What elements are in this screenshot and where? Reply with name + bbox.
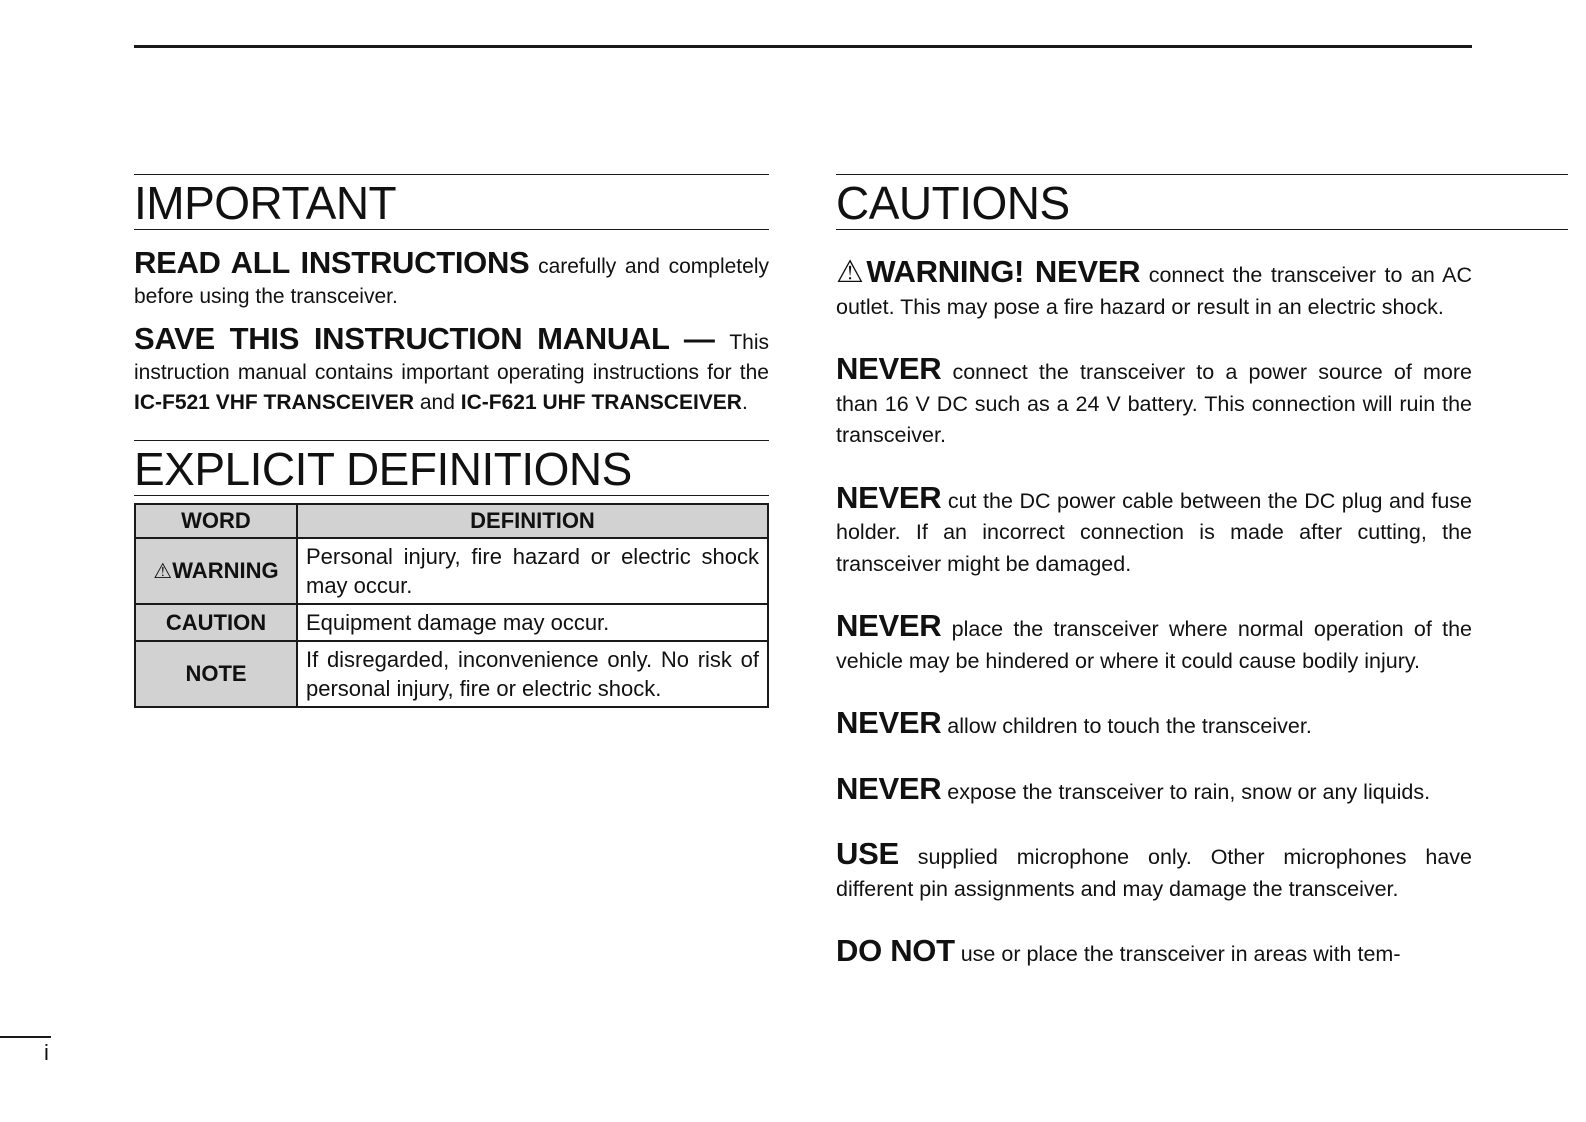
- caution-item: [836, 610, 1472, 677]
- save-lead: SAVE THIS INSTRUCTION MANUAL: [134, 321, 670, 356]
- model-uhf: IC-F621 UHF TRANSCEIVER: [460, 391, 742, 414]
- caution-lead: WARNING! NEVER: [866, 254, 1141, 289]
- page-number-rule: [0, 1036, 51, 1038]
- column-header-definition: DEFINITION: [297, 504, 768, 538]
- caution-item: [836, 770, 1472, 809]
- caution-text: allow children to touch the transceiver.: [941, 714, 1312, 738]
- caution-text: place the transceiver where normal operation of the vehicle may be hindered or where it could cause bodily injury.: [836, 617, 1472, 673]
- table-row: [135, 538, 768, 604]
- column-header-word: WORD: [135, 504, 297, 538]
- definition-cell: Equipment damage may occur.: [297, 604, 768, 641]
- read-instructions-paragraph: [134, 245, 769, 312]
- caution-lead: NEVER: [836, 770, 942, 806]
- word-cell-warning: [135, 538, 297, 604]
- caution-lead: USE: [836, 836, 899, 871]
- page-number: i: [44, 1040, 49, 1065]
- top-rule: [134, 45, 1472, 48]
- save-and: and: [414, 391, 461, 414]
- caution-item: [836, 479, 1472, 581]
- caution-text: connect the transceiver to a power source of more than 16 V DC such as a 24 V battery. This connection will ruin the transceiver.: [836, 360, 1472, 447]
- read-lead: READ ALL INSTRUCTIONS: [134, 245, 530, 280]
- word-cell-note: NOTE: [135, 641, 297, 707]
- caution-item: [836, 838, 1472, 905]
- table-header-row: [135, 504, 768, 538]
- caution-text: use or place the transceiver in areas with tem-: [954, 942, 1401, 966]
- caution-text: expose the transceiver to rain, snow or any liquids.: [941, 779, 1431, 804]
- caution-text: supplied microphone only. Other microphones have different pin assignments and may damage the transceiver.: [836, 845, 1472, 901]
- caution-lead: NEVER: [836, 705, 942, 740]
- caution-lead: NEVER: [836, 608, 942, 643]
- caution-lead: NEVER: [836, 351, 942, 386]
- word-label: WARNING: [172, 558, 279, 583]
- word-cell-caution: CAUTION: [135, 604, 297, 641]
- caution-item: [836, 256, 1472, 323]
- explicit-definitions-title: EXPLICIT DEFINITIONS: [134, 440, 769, 496]
- save-dash: —: [669, 321, 730, 356]
- important-title: IMPORTANT: [134, 174, 769, 230]
- save-text: This instruction manual contains important operating instructions for the: [134, 331, 770, 384]
- caution-text: cut the DC power cable between the DC plug and fuse holder. If an incorrect connection is made after cutting, the transceiver might be damaged.: [836, 488, 1472, 576]
- caution-item: [836, 707, 1472, 743]
- read-text: carefully and completely before using the transceiver.: [134, 255, 769, 308]
- definition-cell: Personal injury, fire hazard or electric shock may occur.: [297, 538, 768, 604]
- save-end: .: [741, 391, 748, 414]
- caution-lead: NEVER: [836, 479, 942, 515]
- warning-triangle-icon: ⚠: [153, 560, 173, 583]
- right-column: [836, 174, 1472, 1001]
- table-row: [135, 641, 768, 707]
- caution-text: connect the transceiver to an AC outlet. This may pose a fire hazard or result in an electric shock.: [836, 263, 1472, 319]
- caution-item: [836, 935, 1472, 971]
- model-vhf: IC-F521 VHF TRANSCEIVER: [134, 391, 415, 414]
- left-column: [134, 174, 769, 708]
- definitions-table: [134, 503, 769, 708]
- definition-cell: If disregarded, inconvenience only. No risk of personal injury, fire or electric shock.: [297, 641, 768, 707]
- warning-triangle-icon: ⚠: [836, 254, 867, 289]
- caution-lead: DO NOT: [836, 933, 955, 968]
- save-manual-paragraph: [134, 321, 770, 418]
- caution-item: [836, 353, 1472, 452]
- table-row: [135, 604, 768, 641]
- cautions-title: CAUTIONS: [836, 174, 1568, 230]
